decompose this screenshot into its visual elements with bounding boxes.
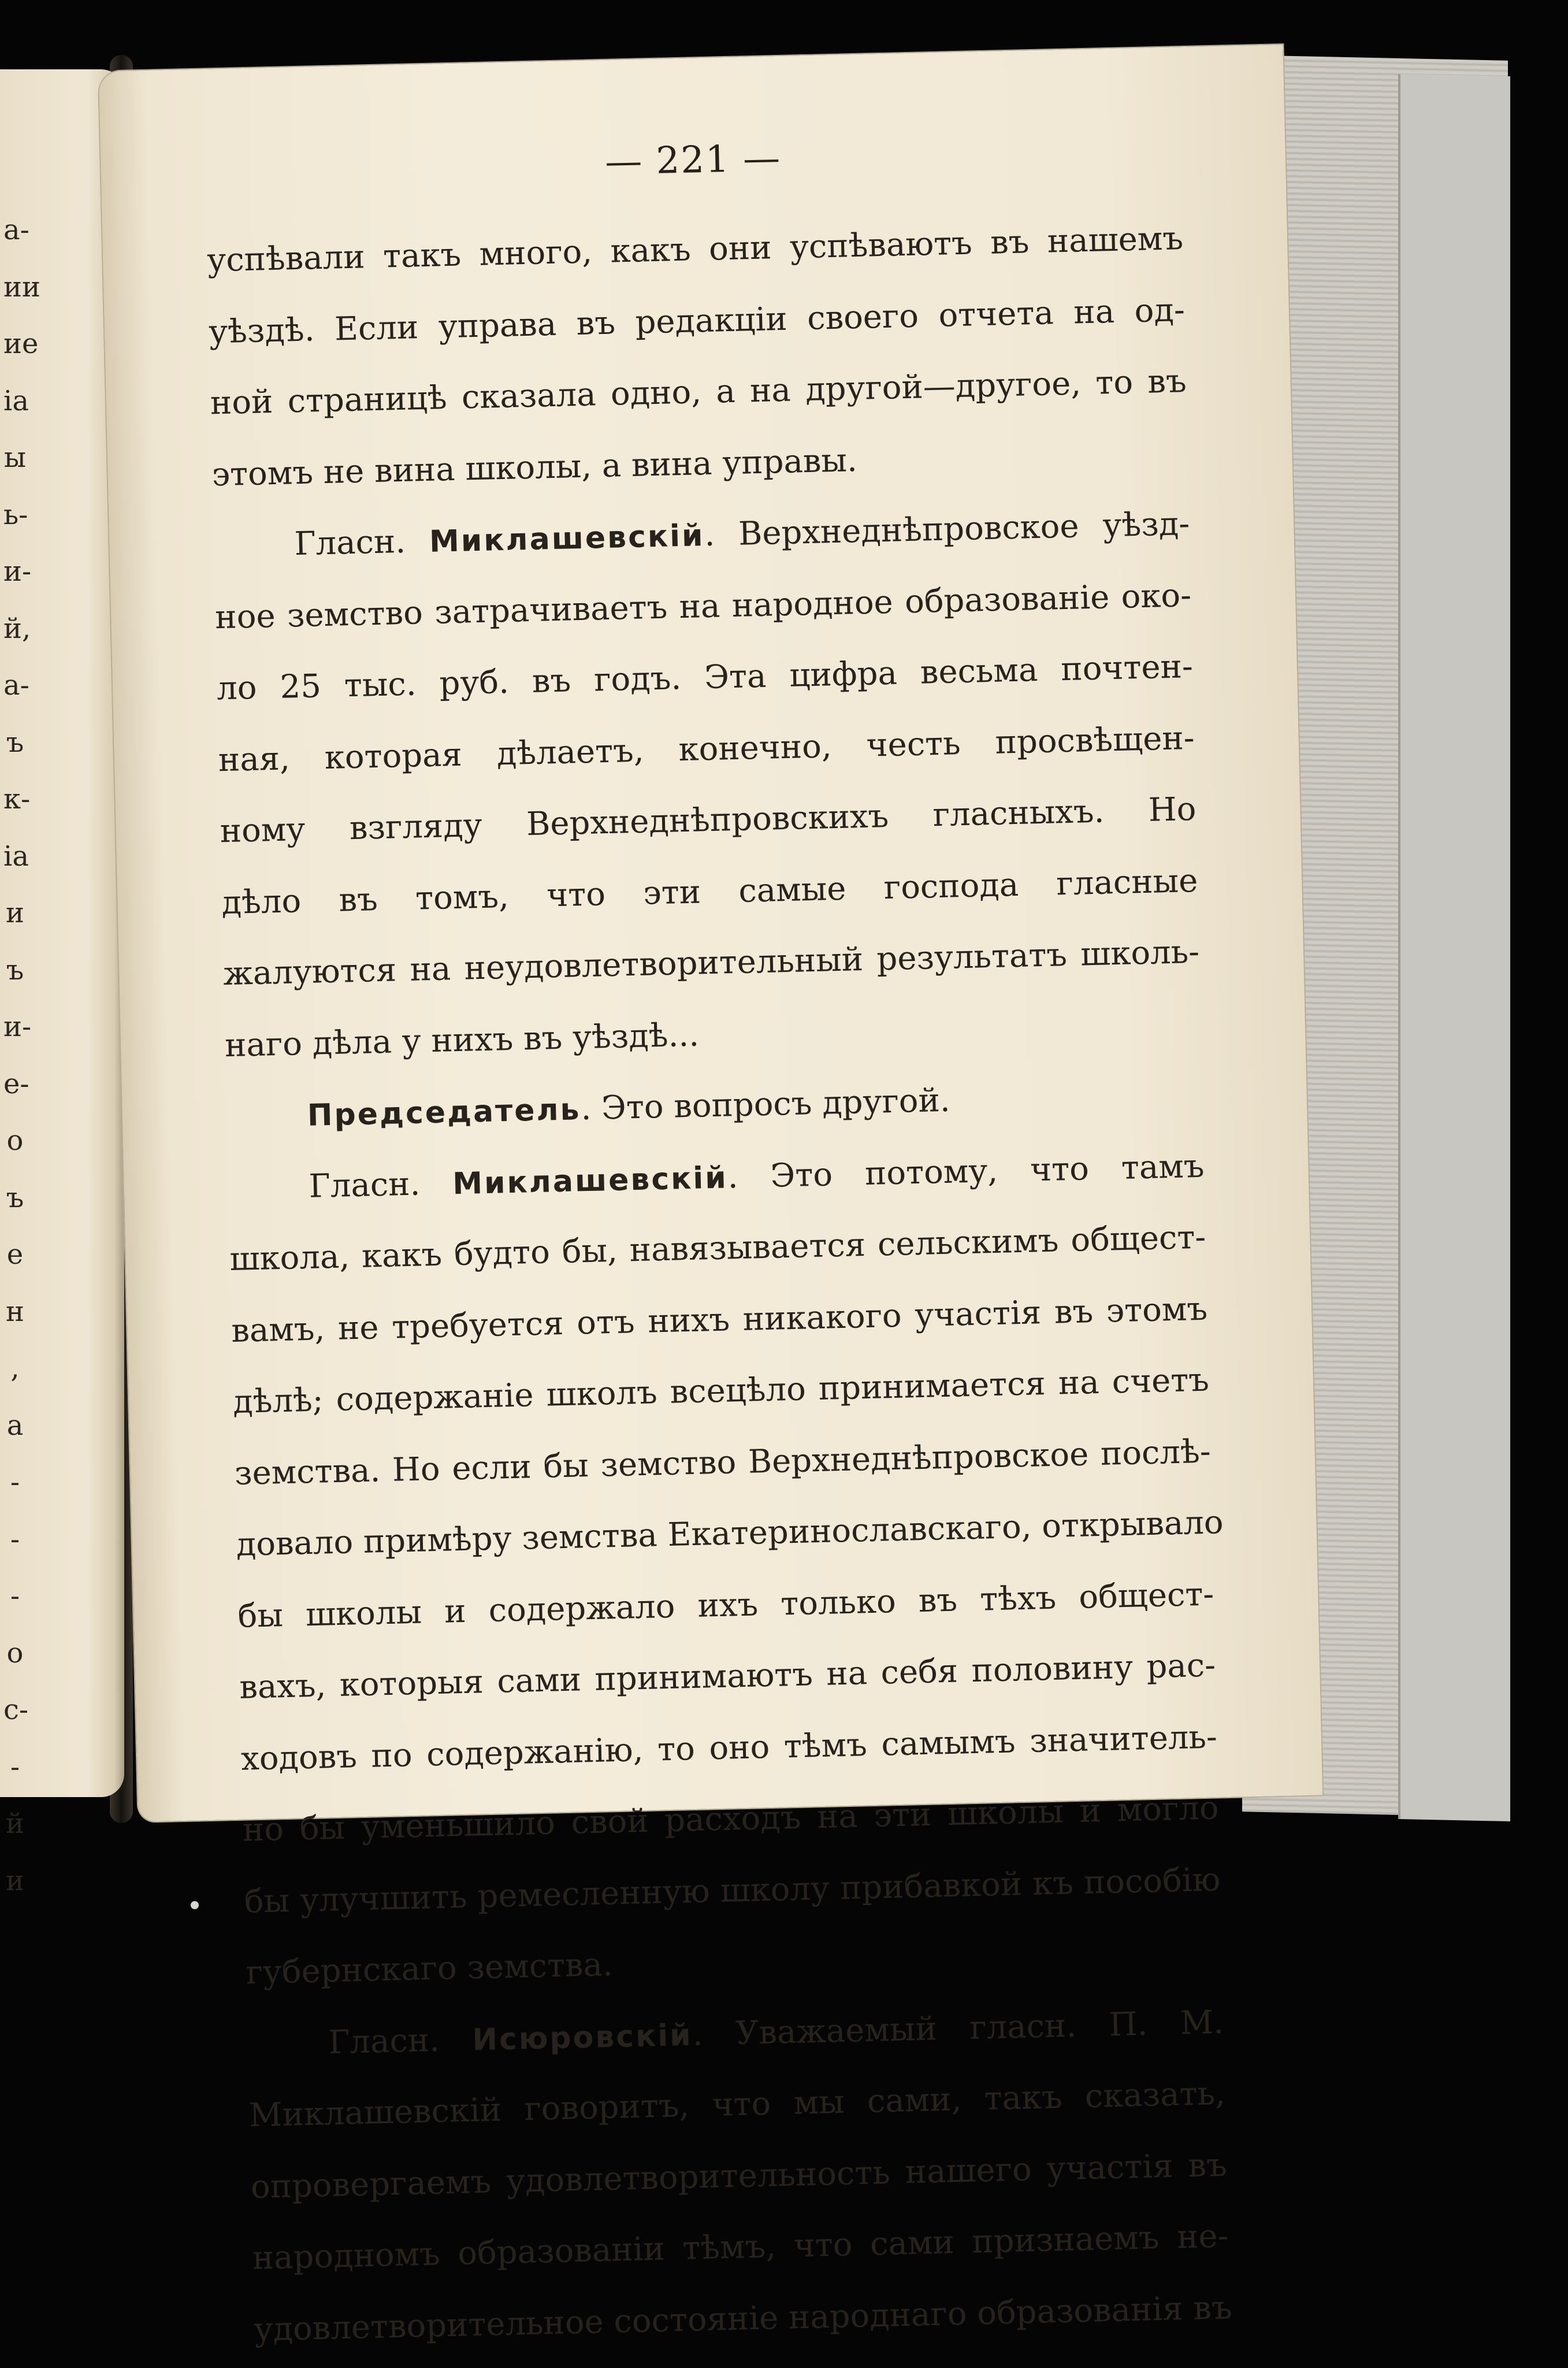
- left-margin-fragment: и-: [3, 555, 32, 588]
- text-run: бы улучшить ремесленную школу прибавкой къ пособію: [244, 1860, 1221, 1921]
- text-run: но бы уменьшило свой расходъ на эти школы и могло: [242, 1789, 1220, 1849]
- text-run: Гласн.: [328, 2020, 473, 2061]
- left-margin-fragment: й: [6, 1807, 24, 1840]
- text-run: школа, какъ будто бы, навязывается сельскимъ общест-: [229, 1218, 1206, 1279]
- text-run: земства. Но если бы земство Верхнеднѣпровское послѣ-: [234, 1432, 1212, 1493]
- left-margin-fragment: ъ: [6, 1181, 24, 1214]
- left-margin-fragment: о: [6, 1124, 24, 1157]
- left-margin-fragment: ia: [3, 840, 29, 873]
- left-margin-fragment: ъ: [6, 726, 24, 759]
- text-run: уѣздѣ. Если управа въ редакціи своего отчета на од-: [208, 291, 1186, 351]
- text-run: . Уважаемый гласн. П. М.: [692, 2003, 1224, 2053]
- text-run: Гласн.: [309, 1164, 454, 1205]
- speaker-name: Председатель: [307, 1092, 582, 1133]
- left-margin-fragment: й,: [3, 612, 31, 645]
- left-margin-fragment: ,: [10, 1352, 20, 1385]
- text-run: жалуются на неудовлетворительный результатъ школь-: [222, 933, 1200, 993]
- left-margin-fragment: -: [10, 1750, 20, 1783]
- text-run: народномъ образованіи тѣмъ, что сами признаемъ не-: [252, 2217, 1229, 2277]
- left-margin-fragment: ии: [3, 270, 40, 303]
- page-number: — 221 —: [604, 136, 782, 184]
- speaker-name: Миклашевскій: [452, 1160, 729, 1201]
- text-run: . Это потому, что тамъ: [727, 1147, 1205, 1196]
- left-margin-fragment: -: [10, 1466, 20, 1498]
- speaker-name: Исюровскій: [471, 2017, 693, 2058]
- left-margin-fragment: е-: [3, 1067, 29, 1100]
- text-run: вамъ, не требуется отъ нихъ никакого участія въ этомъ: [231, 1290, 1208, 1350]
- text-run: ная, которая дѣлаетъ, конечно, честь просвѣщен-: [218, 719, 1195, 779]
- left-margin-fragment: и: [6, 897, 24, 929]
- text-run: . Это вопросъ другой.: [580, 1081, 951, 1128]
- text-run: дѣло въ томъ, что эти самые господа гласные: [221, 862, 1198, 922]
- left-margin-fragment: -: [10, 1523, 20, 1556]
- text-run: ной страницѣ сказала одно, а на другой—другое, то въ: [210, 362, 1187, 422]
- left-margin-fragment: с-: [3, 1694, 29, 1726]
- dust-speck: [191, 1901, 199, 1909]
- text-run: ное земство затрачиваетъ на народное образованіе око-: [214, 576, 1192, 636]
- text-run: успѣвали такъ много, какъ они успѣваютъ въ нашемъ: [206, 220, 1184, 280]
- text-run: этомъ не вина школы, а вина управы.: [211, 441, 858, 493]
- left-margin-fragment: а: [6, 1409, 24, 1442]
- left-margin-fragment: а-: [3, 214, 29, 246]
- left-margin-fragment: и-: [3, 1011, 32, 1043]
- text-run: опровергаемъ удовлетворительность нашего участія въ: [250, 2146, 1228, 2206]
- left-margin-fragment: и: [6, 1864, 24, 1897]
- left-margin-fragment: ы: [3, 441, 27, 474]
- text-run: удовлетворительное состояніе народнаго образованія въ: [253, 2288, 1233, 2349]
- text-run: дѣлѣ; содержаніе школъ всецѣло принимается на счетъ: [232, 1361, 1210, 1421]
- text-run: бы школы и содержало ихъ только въ тѣхъ общест-: [237, 1575, 1214, 1635]
- left-margin-fragment: о: [6, 1636, 24, 1669]
- text-run: довало примѣру земства Екатеринославскаго, открывало: [236, 1504, 1224, 1564]
- left-margin-fragment: а-: [3, 669, 29, 702]
- text-run: . Верхнеднѣпровское уѣзд-: [704, 505, 1190, 554]
- page-text: [206, 203, 1231, 2365]
- text-run: ному взгляду Верхнеднѣпровскихъ гласныхъ. Но: [220, 790, 1197, 851]
- book-cover-edge: [1398, 74, 1510, 1821]
- left-margin-fragment: ие: [3, 328, 39, 360]
- text-run: наго дѣла у нихъ въ уѣздѣ...: [224, 1016, 700, 1064]
- left-margin-fragment: ia: [3, 384, 29, 417]
- text-run: Миклашевскій говоритъ, что мы сами, такъ сказать,: [248, 2074, 1226, 2135]
- left-margin-fragment: ь-: [3, 498, 28, 531]
- speaker-name: Миклашевскій: [429, 518, 705, 559]
- left-margin-fragment: е: [6, 1238, 24, 1271]
- text-run: вахъ, которыя сами принимаютъ на себя половину рас-: [239, 1646, 1216, 1706]
- text-run: губернскаго земства.: [245, 1946, 614, 1992]
- text-run: ло 25 тыс. руб. въ годъ. Эта цифра весьма почтен-: [216, 647, 1194, 708]
- left-margin-fragment: к-: [3, 783, 31, 815]
- text-run: ходовъ по содержанію, то оно тѣмъ самымъ значитель-: [240, 1717, 1218, 1778]
- left-margin-fragment: -: [10, 1580, 20, 1612]
- book-page: [99, 44, 1322, 2349]
- text-run: Гласн.: [293, 522, 430, 563]
- left-margin-fragment: ъ: [6, 953, 24, 986]
- left-margin-fragment: н: [6, 1295, 24, 1328]
